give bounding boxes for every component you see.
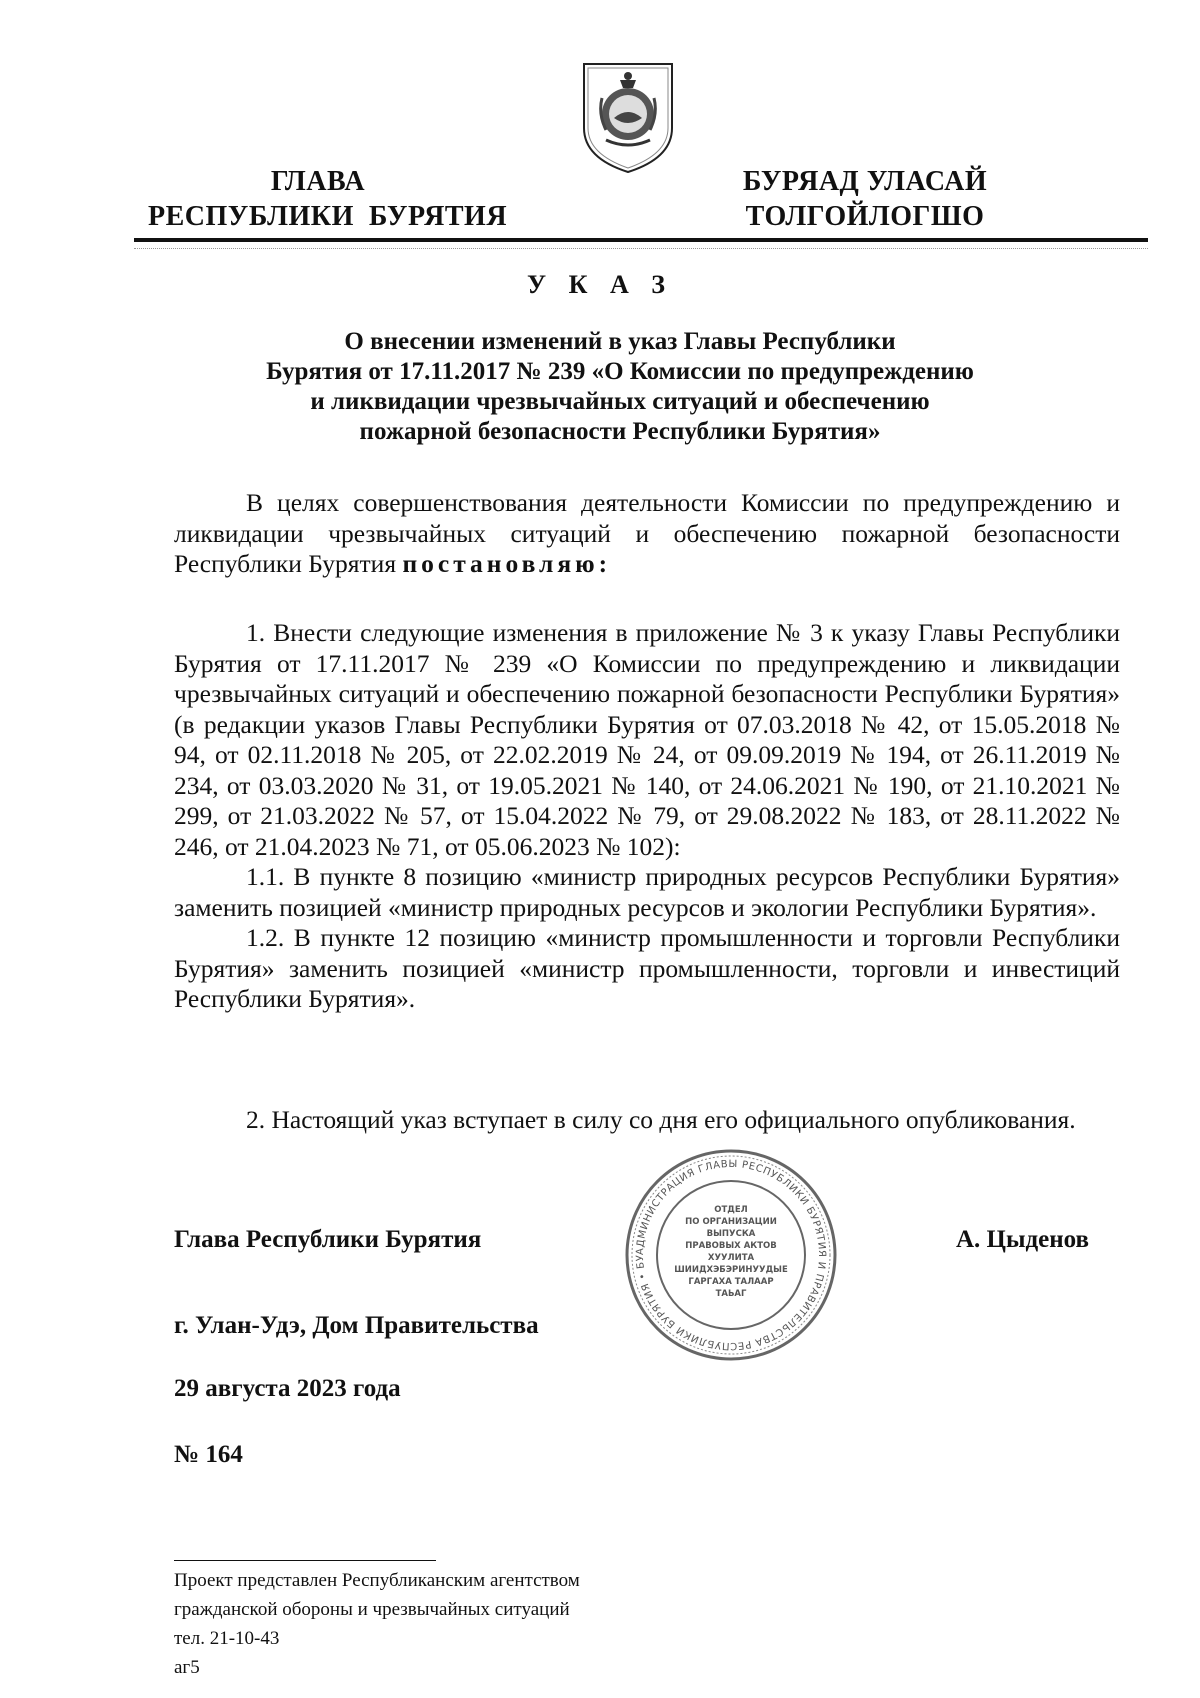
footnote-line-2: гражданской обороны и чрезвычайных ситуаций xyxy=(174,1599,570,1620)
issue-date: 29 августа 2023 года xyxy=(174,1375,401,1402)
header-left xyxy=(148,164,508,234)
header-right-line2: ТОЛГОЙЛОГШО xyxy=(745,201,985,232)
footnote-line-4: аг5 xyxy=(174,1657,200,1678)
header-right xyxy=(700,164,1030,234)
header-left-line2: РЕСПУБЛИКИ БУРЯТИЯ xyxy=(148,201,508,232)
footnote-line-3: тел. 21-10-43 xyxy=(174,1628,280,1649)
seal-outer-text: АДМИНИСТРАЦИЯ ГЛАВЫ РЕСПУБЛИКИ БУРЯТИЯ И ПРАВИТЕЛЬСТВА РЕСПУБЛИКИ БУРЯТИЯ • БУ xyxy=(634,1158,828,1352)
items-block xyxy=(174,618,1120,1015)
seal-line-4: ПРАВОВЫХ АКТОВ xyxy=(685,1241,777,1251)
seal-line-8: ТАЬАГ xyxy=(715,1289,747,1299)
seal-line-5: ХУУЛИТА xyxy=(707,1253,755,1263)
signatory-name: А. Цыденов xyxy=(956,1226,1090,1253)
title-line-1: О внесении изменений в указ Главы Республики xyxy=(344,328,896,355)
seal-line-3: ВЫПУСКА xyxy=(706,1229,756,1239)
title-line-2: Бурятия от 17.11.2017 № 239 «О Комиссии по предупреждению xyxy=(266,358,974,385)
signatory-position: Глава Республики Бурятия xyxy=(174,1226,482,1253)
seal-line-2: ПО ОРГАНИЗАЦИИ xyxy=(685,1217,777,1227)
decree-number: № 164 xyxy=(174,1441,243,1468)
seal-line-7: ГАРГАХА ТАЛААР xyxy=(688,1277,774,1287)
footnote-line-1: Проект представлен Республиканским агентством xyxy=(174,1570,580,1591)
title-line-3: и ликвидации чрезвычайных ситуаций и обеспечению xyxy=(310,388,930,415)
issue-place: г. Улан-Удэ, Дом Правительства xyxy=(174,1312,539,1339)
preamble-text: В целях совершенствования деятельности Комиссии по предупреждению и ликвидации чрезвычайных ситуаций и обеспечению пожарной безопасности Республики Бурятия xyxy=(174,488,1120,578)
official-seal xyxy=(624,1148,838,1362)
item-1-1: 1.1. В пункте 8 позицию «министр природных ресурсов Республики Бурятия» заменить позицией «министр природных ресурсов и экологии Республики Бурятия». xyxy=(174,862,1120,922)
preamble-emphasis: постановляю: xyxy=(402,549,612,578)
header-right-line1: БУРЯАД УЛАСАЙ xyxy=(742,166,988,197)
footnote xyxy=(174,1566,580,1682)
preamble-paragraph xyxy=(174,488,1120,580)
item-2: 2. Настоящий указ вступает в силу со дня его официального опубликования. xyxy=(246,1105,1076,1134)
item-1: 1. Внести следующие изменения в приложение № 3 к указу Главы Республики Бурятия от 17.11.2017 № 239 «О Комиссии по предупреждению и ликвидации чрезвычайных ситуаций и обеспечению пожарной безопасности Республики Бурятия» (в редакции указов Главы Республики Бурятия от 07.03.2018 № 42, от 15.05.2018 № 94, от 02.11.2018 № 205, от 22.02.2019 № 24, от 09.09.2019 № 194, от 26.11.2019 № 234, от 03.03.2020 № 31, от 19.05.2021 № 140, от 24.06.2021 № 190, от 21.10.2021 № 299, от 21.03.2022 № 57, от 15.04.2022 № 79, от 29.08.2022 № 183, от 28.11.2022 № 246, от 21.04.2023 № 71, от 05.06.2023 № 102): xyxy=(174,618,1120,861)
document-type: У К А З xyxy=(527,270,673,299)
header-divider-thin xyxy=(134,248,1148,249)
item-1-2: 1.2. В пункте 12 позицию «министр промышленности и торговли Республики Бурятия» заменить позицией «министр промышленности, торговли и инвестиций Республики Бурятия». xyxy=(174,923,1120,1013)
seal-line-6: ШИИДХЭБЭРИНУУДЫЕ xyxy=(674,1265,788,1275)
coat-of-arms-emblem xyxy=(578,58,678,176)
document-title xyxy=(200,327,1040,447)
header-divider-thick xyxy=(134,238,1148,242)
seal-line-1: ОТДЕЛ xyxy=(714,1205,748,1215)
footnote-divider xyxy=(174,1560,436,1561)
title-line-4: пожарной безопасности Республики Бурятия» xyxy=(359,418,881,445)
header-left-line1: ГЛАВА xyxy=(270,166,366,197)
